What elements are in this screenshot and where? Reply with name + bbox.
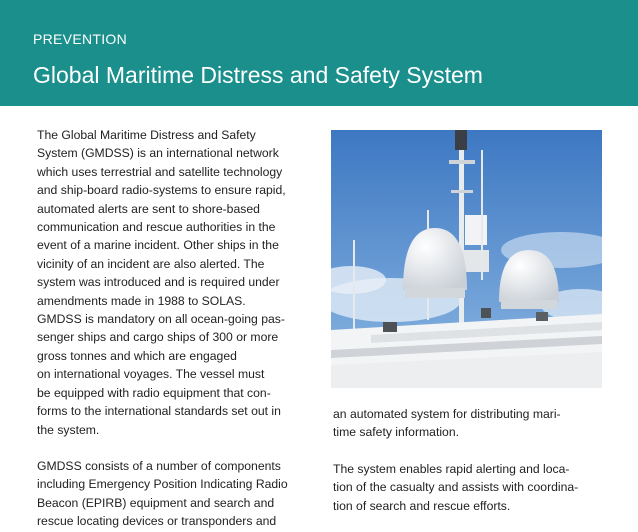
text-line: including Emergency Position Indicating Radio — [37, 477, 288, 492]
text-line: time safety information. — [333, 425, 459, 440]
left-paragraph-1 — [37, 126, 307, 439]
text-line: System (GMDSS) is an international network — [37, 146, 279, 161]
text-line: amendments made in 1988 to SOLAS. — [37, 293, 246, 308]
text-line: an automated system for distributing mari- — [333, 407, 561, 421]
text-line: communication and rescue authorities in the — [37, 220, 276, 235]
text-line: be equipped with radio equipment that con- — [37, 385, 271, 400]
text-line: which uses terrestrial and satellite technology — [37, 164, 283, 179]
right-paragraph-1 — [333, 405, 613, 442]
text-line: automated alerts are sent to shore-based — [37, 201, 260, 216]
text-line: GMDSS is mandatory on all ocean-going pas- — [37, 312, 285, 327]
text-line: rescue locating devices or transponders and — [37, 514, 277, 529]
left-paragraph-2 — [37, 457, 307, 531]
right-column — [333, 405, 613, 515]
text-line: tion of search and rescue efforts. — [333, 498, 511, 513]
text-line: system was introduced and is required under — [37, 275, 280, 290]
text-line: forms to the international standards set out in — [37, 404, 281, 419]
header-band — [0, 0, 638, 106]
left-column — [37, 126, 307, 531]
ship-radar-domes-photo — [331, 130, 602, 388]
text-line: vicinity of an incident are also alerted. The — [37, 256, 265, 271]
text-line: and ship-board radio-systems to ensure rapid, — [37, 183, 286, 198]
page-title: Global Maritime Distress and Safety System — [33, 62, 483, 88]
text-line: event of a marine incident. Other ships in the — [37, 238, 279, 253]
text-line: tion of the casualty and assists with coordina- — [333, 480, 579, 495]
text-line: senger ships and cargo ships of 300 or more — [37, 330, 279, 345]
text-line: gross tonnes and which are engaged — [37, 348, 237, 363]
text-line: Beacon (EPIRB) equipment and search and — [37, 495, 275, 510]
text-line: the system. — [37, 422, 100, 437]
right-paragraph-2 — [333, 460, 613, 515]
text-line: on international voyages. The vessel must — [37, 367, 265, 382]
paragraph-gap — [333, 442, 613, 460]
text-line: The system enables rapid alerting and loca- — [333, 461, 570, 476]
text-line: The Global Maritime Distress and Safety — [37, 128, 256, 142]
paragraph-gap — [37, 439, 307, 457]
text-line: GMDSS consists of a number of components — [37, 458, 281, 473]
section-kicker: PREVENTION — [33, 31, 128, 47]
